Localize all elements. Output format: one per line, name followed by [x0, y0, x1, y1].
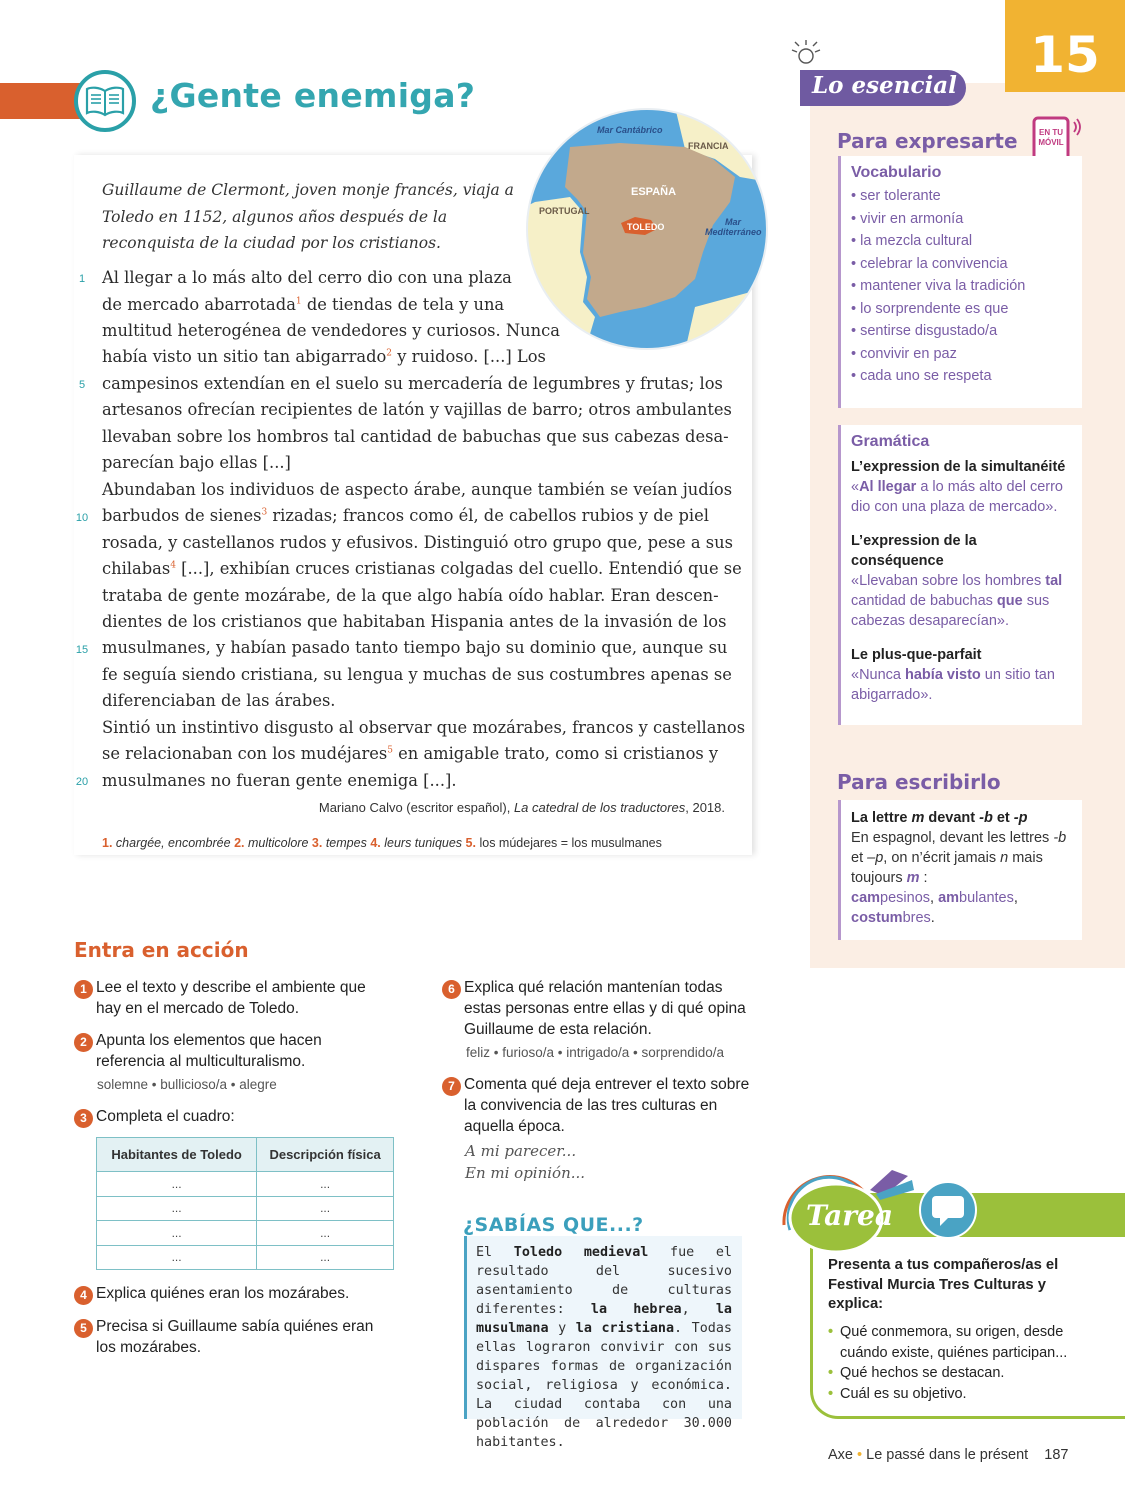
escribirlo-examples: campesinos, ambulantes, costumbres. — [851, 890, 1018, 926]
table-cell[interactable]: ... — [97, 1172, 257, 1197]
escribirlo-rule-title: La lettre m devant -b et -p — [851, 810, 1028, 826]
footnote-ref: 4 — [170, 560, 176, 571]
map-label-portugal: PORTUGAL — [539, 206, 590, 216]
chapter-number: 15 — [1030, 26, 1100, 84]
exercise-number: 6 — [442, 980, 461, 999]
grammar-simultaneite: L’expression de la simultanéité «Al llegar a lo más alto del cerro dio con una plaza de mercado». — [851, 459, 1066, 515]
text-line: llevaban sobre los hombros tal cantidad de babuchas que sus cabezas desa- — [102, 427, 729, 446]
tarea-list — [828, 1322, 1108, 1404]
lo-esencial-label: Lo esencial — [812, 72, 957, 99]
table-header: Habitantes de Toledo — [97, 1138, 257, 1172]
exercise-4-text: Explica quiénes eran los mozárabes. — [96, 1285, 350, 1302]
exercise-3-text: Completa el cuadro: — [96, 1108, 235, 1125]
text-line: parecían bajo ellas [...] — [102, 453, 291, 472]
text-line: Al llegar a lo más alto del cerro dio con una plaza — [102, 268, 512, 287]
text-line: había visto un sitio tan abigarrado$^2$ y ruidoso. [...] Los — [102, 347, 546, 366]
map-label-espana: ESPAÑA — [631, 186, 677, 198]
table-cell[interactable]: ... — [97, 1245, 257, 1270]
vocab-item: • sentirse disgustado/a — [851, 320, 1072, 343]
escribirlo-card — [838, 800, 1082, 940]
footnote-ref: 2 — [386, 348, 393, 359]
exercise-7-hint-2: En mi opinión... — [465, 1164, 586, 1182]
grammar-consequence: L’expression de la conséquence «Llevaban sobre los hombres tal cantidad de babuchas que sus cabezas desaparecían». — [851, 533, 1063, 629]
text-line: diferenciaban de las árabes. — [102, 691, 336, 710]
exercise-7-text: Comenta qué deja entrever el texto sobre la convivencia de las tres culturas en aquella época. — [464, 1076, 750, 1135]
text-line: multitud heterogénea de vendedores y curiosos. Nunca — [102, 321, 560, 340]
escribirlo-rule-text: En espagnol, devant les lettres -b et –p, on n’écrit jamais n mais toujours m : — [851, 830, 1067, 886]
gramatica-heading: Gramática — [851, 433, 930, 450]
exercise-1-text: Lee el texto y describe el ambiente que hay en el mercado de Toledo. — [96, 979, 366, 1017]
table-cell[interactable]: ... — [257, 1221, 394, 1246]
footnote-ref: 5 — [387, 745, 393, 756]
vocab-item: • celebrar la convivencia — [851, 253, 1072, 276]
line-number: 5 — [78, 379, 86, 391]
habitantes-table — [96, 1137, 394, 1270]
vocab-item: • vivir en armonía — [851, 208, 1072, 231]
para-escribirlo-heading: Para escribirlo — [837, 770, 1001, 794]
exercise-number: 3 — [74, 1109, 93, 1128]
table-row — [97, 1221, 394, 1246]
tarea-label: Tarea — [806, 1199, 894, 1232]
table-row — [97, 1172, 394, 1197]
phone-badge-line2: MÓVIL — [1038, 138, 1064, 147]
map-label-francia: FRANCIA — [688, 141, 729, 151]
table-row — [97, 1196, 394, 1221]
text-line: se relacionaban con los mudéjares$^5$ en amigable trato, como si cristianos y — [102, 744, 719, 763]
reading-intro: Guillaume de Clermont, joven monje francés, viaja a Toledo en 1152, algunos años después de la reconquista de la ciudad por los cristianos. — [102, 181, 514, 252]
text-line: Abundaban los individuos de aspecto árabe, aunque también se veían judíos — [102, 480, 733, 499]
page-number: 187 — [1044, 1447, 1069, 1463]
vocab-item: • ser tolerante — [851, 185, 1072, 208]
text-line: musulmanes no fueran gente enemiga [...]. — [102, 771, 457, 790]
para-expresarte-heading: Para expresarte — [837, 129, 1018, 153]
source-credit: Mariano Calvo (escritor español), La catedral de los traductores, 2018. — [318, 800, 725, 815]
text-line: musulmanes, y habían pasado tanto tiempo bajo su dominio que, aunque su — [102, 638, 728, 657]
text-line: dientes de los cristianos que habitaban Hispania antes de la invasión de los — [102, 612, 727, 631]
vocab-item: • cada uno se respeta — [851, 365, 1072, 388]
exercise-2-text: Apunta los elementos que hacen referencia al multiculturalismo. — [96, 1032, 322, 1070]
exercise-5-text: Precisa si Guillaume sabía quiénes eran los mozárabes. — [96, 1318, 374, 1356]
map-label-cantabrico: Mar Cantábrico — [597, 125, 663, 135]
line-number: 20 — [75, 776, 89, 788]
speech-bubble-icon — [918, 1180, 978, 1245]
sabias-que-title: ¿SABÍAS QUE...? — [463, 1214, 644, 1236]
text-line: trataba de gente mozárabe, de la que algo había oído hablar. Eran descen- — [102, 586, 719, 605]
text-line: Sintió un instintivo disgusto al observar que mozárabes, francos y castellanos — [102, 718, 746, 737]
vocab-item: • convivir en paz — [851, 343, 1072, 366]
open-book-icon — [74, 70, 136, 132]
vocab-item: • mantener viva la tradición — [851, 275, 1072, 298]
tarea-item: • Cuál es su objetivo. — [828, 1384, 1108, 1405]
table-row — [97, 1245, 394, 1270]
tarea-intro: Presenta a tus compañeros/as el Festival Murcia Tres Culturas y explica: — [828, 1257, 1059, 1312]
vocabulario-heading: Vocabulario — [851, 164, 942, 181]
exercise-number: 5 — [74, 1319, 93, 1338]
table-cell[interactable]: ... — [257, 1196, 394, 1221]
line-number: 10 — [75, 512, 89, 524]
exercise-number: 1 — [74, 980, 93, 999]
table-header: Descripción física — [257, 1138, 394, 1172]
table-cell[interactable]: ... — [97, 1196, 257, 1221]
exercise-6-hint: feliz • furioso/a • intrigado/a • sorprendido/a — [466, 1045, 725, 1060]
table-cell[interactable]: ... — [257, 1172, 394, 1197]
phone-badge-line1: EN TU — [1039, 128, 1063, 137]
iberia-map — [525, 107, 769, 351]
line-number: 1 — [78, 273, 86, 285]
footnotes: 1. chargée, encombrée 2. multicolore 3. tempes 4. leurs tuniques 5. los múdejares = los musulmanes — [102, 836, 662, 850]
section-title-entra-en-accion: Entra en acción — [74, 938, 249, 962]
text-line: rosada, y castellanos rudos y efusivos. Distinguió otro grupo que, pese a sus — [102, 533, 733, 552]
map-label-mar: Mar — [725, 217, 742, 227]
map-label-mediterraneo: Mediterráneo — [705, 227, 762, 237]
vocab-item: • lo sorprendente es que — [851, 298, 1072, 321]
exercise-number: 7 — [442, 1077, 461, 1096]
text-line: fe seguía siendo cristiana, su lengua y muchas de sus costumbres apenas se — [102, 665, 732, 684]
page-title: ¿Gente enemiga? — [150, 76, 476, 115]
text-line: artesanos ofrecían recipientes de latón y vajillas de barro; otros ambulantes — [102, 400, 732, 419]
exercise-2-hint: solemne • bullicioso/a • alegre — [97, 1077, 277, 1092]
footnote-ref: 1 — [295, 296, 302, 307]
table-cell[interactable]: ... — [97, 1221, 257, 1246]
tarea-item: • Qué hechos se destacan. — [828, 1363, 1108, 1384]
sabias-que-text: El Toledo medieval fue el resultado del sucesivo asentamiento de culturas diferentes: la hebrea, la musulmana y la cristiana. Todas ellas lograron convivir con sus dispares formas de organización social, religiosa y económica. La ciudad contaba con una población de alrededor 30.000 habitantes. — [476, 1245, 732, 1450]
tarea-item: • Qué conmemora, su origen, desde cuándo existe, quiénes participan... — [828, 1322, 1108, 1363]
text-line: de mercado abarrotada$^1$ de tiendas de tela y una — [102, 295, 505, 314]
text-line: campesinos extendían en el suelo su mercadería de legumbres y frutas; los — [102, 374, 723, 393]
book-title: La catedral de los traductores — [513, 800, 686, 815]
vocab-list — [851, 185, 1072, 388]
table-cell[interactable]: ... — [257, 1245, 394, 1270]
map-label-toledo: TOLEDO — [627, 222, 665, 232]
exercise-6-text: Explica qué relación mantenían todas estas personas entre ellas y di qué opina Guillaume de esta relación. — [464, 979, 746, 1038]
exercise-7-hint-1: A mi parecer... — [465, 1142, 577, 1160]
gramatica-card — [838, 425, 1082, 725]
vocab-item: • la mezcla cultural — [851, 230, 1072, 253]
exercise-number: 4 — [74, 1286, 93, 1305]
grammar-plus-que-parfait: Le plus-que-parfait «Nunca había visto un sitio tan abigarrado». — [851, 647, 1055, 703]
text-line: barbudos de sienes$^3$ rizadas; francos como él, de cabellos rubios y de piel — [102, 506, 709, 525]
footnote-ref: 3 — [261, 507, 268, 518]
vocabulario-card — [838, 156, 1082, 408]
page-footer: Axe • Le passé dans le présent 187 — [828, 1447, 1069, 1463]
line-number: 15 — [75, 644, 89, 656]
text-line: chilabas$^4$ [...], exhibían cruces cristianas colgadas del cuello. Entendió que se — [102, 559, 742, 578]
exercise-number: 2 — [74, 1033, 93, 1052]
